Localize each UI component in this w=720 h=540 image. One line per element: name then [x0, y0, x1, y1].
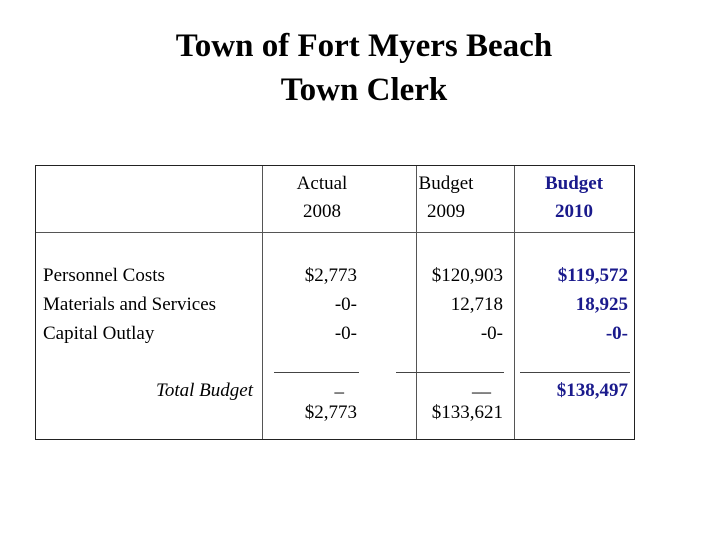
column-header-actual-2008	[262, 170, 382, 226]
column-header-line1: Actual	[296, 173, 348, 194]
total-2010: $138,497	[556, 380, 628, 401]
total-rule-2010	[520, 372, 630, 373]
cell-2010-personnel: $119,572	[557, 265, 628, 286]
cell-2009-personnel: $120,903	[431, 265, 503, 286]
cell-2008-capital: -0-	[334, 323, 357, 344]
column-header-budget-2010	[514, 170, 634, 226]
cell-2008-personnel: $2,773	[304, 265, 357, 286]
total-label: Total Budget	[156, 380, 253, 401]
row-label-capital-outlay: Capital Outlay	[43, 323, 155, 344]
total-dash-2008: _	[334, 375, 344, 396]
cell-2010-capital: -0-	[605, 323, 628, 344]
column-header-line2: 2008	[303, 201, 341, 222]
total-rule-2008	[274, 372, 359, 373]
cell-2009-materials: 12,718	[450, 294, 503, 315]
cell-2010-materials: 18,925	[575, 294, 628, 315]
budget-table	[35, 165, 635, 440]
column-header-line2: 2009	[427, 201, 465, 222]
column-header-line1: Budget	[418, 173, 474, 194]
title-line-2: Town Clerk	[280, 72, 448, 108]
total-2008: $2,773	[304, 402, 357, 423]
title-line-1: Town of Fort Myers Beach	[175, 28, 553, 64]
cell-2008-materials: -0-	[334, 294, 357, 315]
column-header-budget-2009	[386, 170, 506, 226]
total-dash-2009: __	[472, 375, 491, 396]
row-label-personnel-costs: Personnel Costs	[43, 265, 165, 286]
row-label-materials-services: Materials and Services	[43, 294, 217, 315]
slide-title	[0, 24, 720, 112]
column-header-line1: Budget	[544, 173, 604, 194]
header-divider	[36, 232, 634, 233]
column-header-line2: 2010	[555, 201, 593, 222]
cell-2009-capital: -0-	[480, 323, 503, 344]
total-2009: $133,621	[431, 402, 503, 423]
